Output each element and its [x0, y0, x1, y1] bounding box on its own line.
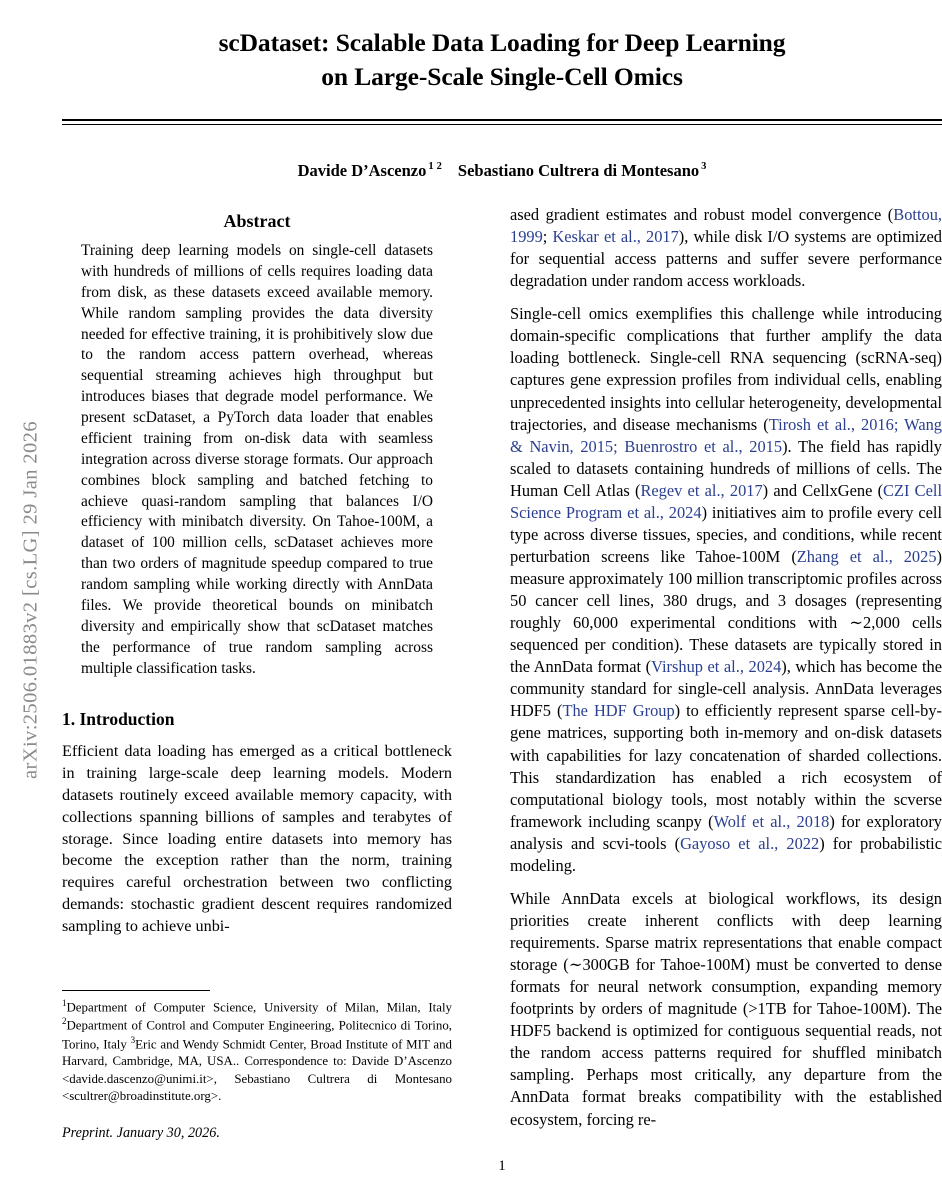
citation-czi-2024[interactable]: CZI Cell Science Program et al., 2024: [510, 480, 942, 522]
citation-gayoso-2022[interactable]: Gayoso et al., 2022: [680, 833, 820, 853]
section-heading-introduction: 1. Introduction: [62, 709, 175, 730]
affiliation-footnote: [62, 998, 452, 1105]
cite-sep-a: ;: [542, 227, 553, 247]
affil-mark-1: 1: [62, 998, 67, 1008]
affil-mark-2: 2: [62, 1016, 67, 1027]
citation-keskar-2017[interactable]: Keskar et al., 2017: [552, 227, 679, 247]
title-divider: [62, 119, 942, 124]
p2-a: Single-cell omics exemplifies this challenge while introducing domain-specific complications that further amplify the data loading bottleneck. Single-cell RNA sequencing (scRNA-seq) captures gene expression profiles from individual cells, enabling unprecedented insights into cellular heterogeneity, developmental trajectories, and disease mechanisms (: [510, 304, 942, 434]
paragraph-anndata-conflicts: While AnnData excels at biological workflows, its design priorities create inherent conflicts with deep learning requirements. Sparse matrix representations that enable compact storage (∼300GB for Tahoe-100M) must be converted to dense formats for neural network consumption, expanding memory footprints by orders of magnitude (>1TB for Tahoe-100M). The HDF5 backend is optimized for contiguous sequential reads, not the random access patterns required for shuffled minibatch sampling. Perhaps most critically, any departure from the AnnData format breaks compatibility with the established ecosystem, forcing re-: [510, 888, 942, 1129]
affil-text-1: Department of Computer Science, University of Milan, Milan, Italy: [66, 1000, 452, 1015]
intro-right-suffix: ), while disk I/O systems are optimized for sequential access patterns and suffer severe performance degradation under random access workloads.: [510, 227, 942, 291]
author-1-name: Davide D’Ascenzo: [297, 160, 427, 180]
abstract-heading: Abstract: [223, 211, 291, 231]
arxiv-stamp: [0, 0, 62, 1200]
p2-b: ). The field has rapidly scaled to datasets containing hundreds of millions of cells. The Human Cell Atlas (: [510, 436, 942, 500]
citation-wang-navin-2015[interactable]: Wang & Navin, 2015: [510, 414, 942, 456]
title-line-1: scDataset: Scalable Data Loading for Deep Learning: [218, 28, 786, 57]
author-2-affil-1: 3: [701, 161, 707, 172]
intro-paragraph-right-continued: [510, 204, 942, 292]
footnote-divider: [62, 990, 210, 991]
p2-d: ) initiatives aim to profile every cell type across diverse tissues, species, and conditions, while recent perturbation screens like Tahoe-100M (: [510, 502, 942, 566]
p2-i: ) for probabilistic modeling.: [510, 833, 942, 875]
title-line-2: on Large-Scale Single-Cell Omics: [321, 61, 683, 91]
author-2: [458, 161, 707, 180]
author-1-affil-1: 1: [428, 161, 434, 172]
author-1-affil-2: 2: [436, 161, 442, 172]
footnote-area: [62, 990, 452, 1142]
citation-wolf-2018[interactable]: Wolf et al., 2018: [713, 811, 830, 831]
p2-g: ) to efficiently represent sparse cell-by-gene matrices, supporting both in-memory and on-disk datasets with capabilities for lazy concatenation of sharded collections. This standardization has enabled a rich ecosystem of computational biology tools, most notably within the scverse framework including scanpy (: [510, 701, 942, 831]
citation-virshup-2024[interactable]: Virshup et al., 2024: [651, 657, 782, 677]
p2-h: ) for exploratory analysis and scvi-tools (: [510, 811, 942, 853]
right-column: [510, 204, 942, 1174]
citation-buenrostro-2015[interactable]: Buenrostro et al., 2015: [624, 436, 783, 456]
intro-right-prefix: ased gradient estimates and robust model convergence (: [510, 205, 894, 224]
arxiv-stamp-text: arXiv:2506.01883v2 [cs.LG] 29 Jan 2026: [19, 421, 42, 779]
p2-e: ) measure approximately 100 million transcriptomic profiles across 50 cancer cell lines, 380 drugs, and 3 dosages (representing roughly 60,000 experimental conditions with ∼2,000 cells sequenced per condition). These datasets are typically stored in the AnnData format (: [510, 546, 942, 677]
affil-text-2: Department of Control and Computer Engineering, Politecnico di Torino, Torino, Italy: [62, 1018, 452, 1052]
cite-sep-1: ;: [893, 414, 905, 434]
title-block: [62, 0, 942, 125]
affil-text-3: Eric and Wendy Schmidt Center, Broad Institute of MIT and Harvard, Cambridge, MA, USA.. Correspondence to: Davide D’Ascenzo <davide.dascenzo@unimi.it>, Sebastiano Cultrera di Montesano <scultrer@broadinstitute.org>.: [62, 1037, 452, 1103]
abstract-text: Training deep learning models on single-cell datasets with hundreds of millions of cells requires loading data from disk, as these datasets exceed available memory. While random sampling provides the data diversity needed for effective training, it is prohibitively slow due to the random access pattern overhead, whereas sequential streaming achieves high throughput but introduces biases that degrade model performance. We present scDataset, a PyTorch data loader that enables efficient training from on-disk data with seamless integration across diverse storage formats. Our approach combines block sampling and batched fetching to achieve quasi-random sampling that balances I/O efficiency with minibatch diversity. On Tahoe-100M, a dataset of 100 million cells, scDataset achieves more than two orders of magnitude speedup compared to true random sampling while working directly with AnnData files. We provide theoretical bounds on minibatch diversity and empirically show that scDataset matches the performance of true random sampling across multiple classification tasks.: [81, 242, 433, 677]
cite-sep-2: ;: [613, 436, 625, 456]
intro-paragraph-left: Efficient data loading has emerged as a critical bottleneck in training large-scale deep learning models. Modern datasets routinely exceed available memory capacity, with collections spanning billions of samples and terabytes of storage. Since loading entire datasets into memory has become the exception rather than the norm, training requires careful orchestration between two conflicting demands: stochastic gradient descent requires randomized sampling to achieve unbi-: [62, 742, 452, 935]
p2-f: ), which has become the community standard for single-cell analysis. AnnData leverages HDF5 (: [510, 657, 942, 721]
citation-bottou-1999[interactable]: Bottou, 1999: [510, 205, 942, 247]
author-block: [62, 161, 942, 181]
page-number: 1: [498, 1158, 506, 1174]
preprint-notice: Preprint. January 30, 2026.: [62, 1124, 220, 1141]
p2-c: ) and CellxGene (: [762, 480, 884, 500]
author-2-name: Sebastiano Cultrera di Montesano: [457, 160, 700, 180]
citation-regev-2017[interactable]: Regev et al., 2017: [640, 480, 763, 500]
paper-page: [62, 0, 942, 1200]
page-title: [112, 26, 892, 93]
paragraph-single-cell-omics: [510, 303, 942, 877]
citation-hdf-group[interactable]: The HDF Group: [562, 701, 675, 721]
citation-tirosh-2016[interactable]: Tirosh et al., 2016: [768, 414, 894, 434]
affil-mark-3: 3: [130, 1034, 136, 1045]
citation-zhang-2025[interactable]: Zhang et al., 2025: [796, 546, 937, 566]
author-1: [298, 161, 442, 180]
